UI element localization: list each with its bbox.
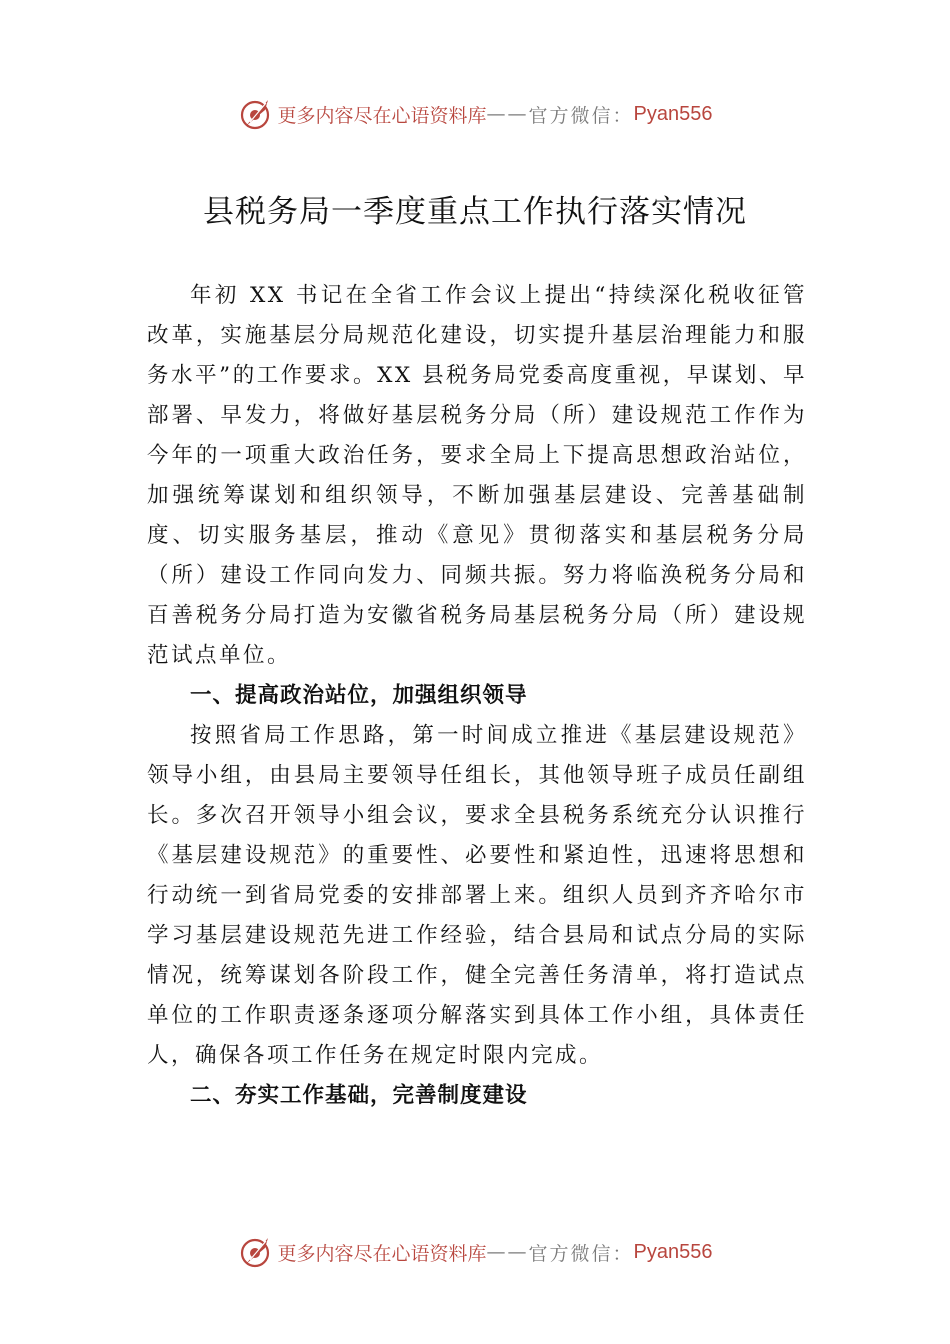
- watermark-handle: Pyan556: [633, 1240, 713, 1263]
- document-title: 县税务局一季度重点工作执行落实情况: [203, 194, 747, 230]
- watermark-grey-text: 官方微信：: [528, 1242, 634, 1265]
- quill-logo-icon: [238, 96, 274, 132]
- section-heading: 一、提高政治站位，加强组织领导: [190, 683, 528, 708]
- body-paragraph: 按照省局工作思路，第一时间成立推进《基层建设规范》领导小组，由县局主要领导任组长，其他领导班子成员任副组长。多次召开领导小组会议，要求全县税务系统充分认识推行《基层建设规范》的重要性、必要性和紧迫性，迅速将思想和行动统一到省局党委的安排部署上来。组织人员到齐齐哈尔市学习基层建设规范先进工作经验，结合县局和试点分局的实际情况，统筹谋划各阶段工作，健全完善任务清单，将打造试点单位的工作职责逐条逐项分解落实到具体工作小组，具体责任人，确保各项工作任务在规定时限内完成。: [147, 723, 807, 1068]
- section-heading: 二、夯实工作基础，完善制度建设: [190, 1083, 528, 1108]
- body-paragraph: 年初 XX 书记在全省工作会议上提出“持续深化税收征管改革，实施基层分局规范化建设，切实提升基层治理能力和服务水平”的工作要求。XX 县税务局党委高度重视，早谋划、早部署、早发力，将做好基层税务分局（所）建设规范工作作为今年的一项重大政治任务，要求全局上下提高思想政治站位，加强统筹谋划和组织领导，不断加强基层建设、完善基础制度、切实服务基层，推动《意见》贯彻落实和基层税务分局（所）建设工作同向发力、同频共振。努力将临涣税务分局和百善税务分局打造为安徽省税务局基层税务分局（所）建设规范试点单位。: [147, 283, 807, 668]
- watermark-dash: ——: [486, 103, 529, 125]
- watermark-banner-top: [0, 94, 950, 134]
- watermark-dash: ——: [486, 1241, 529, 1263]
- watermark-banner-bottom: [0, 1232, 950, 1272]
- watermark-red-text: 更多内容尽在心语资料库: [277, 104, 487, 127]
- watermark-grey-text: 官方微信：: [528, 104, 634, 127]
- watermark-red-text: 更多内容尽在心语资料库: [277, 1242, 487, 1265]
- quill-logo-icon: [238, 1234, 274, 1270]
- watermark-handle: Pyan556: [633, 102, 713, 125]
- document-body: [147, 276, 807, 1116]
